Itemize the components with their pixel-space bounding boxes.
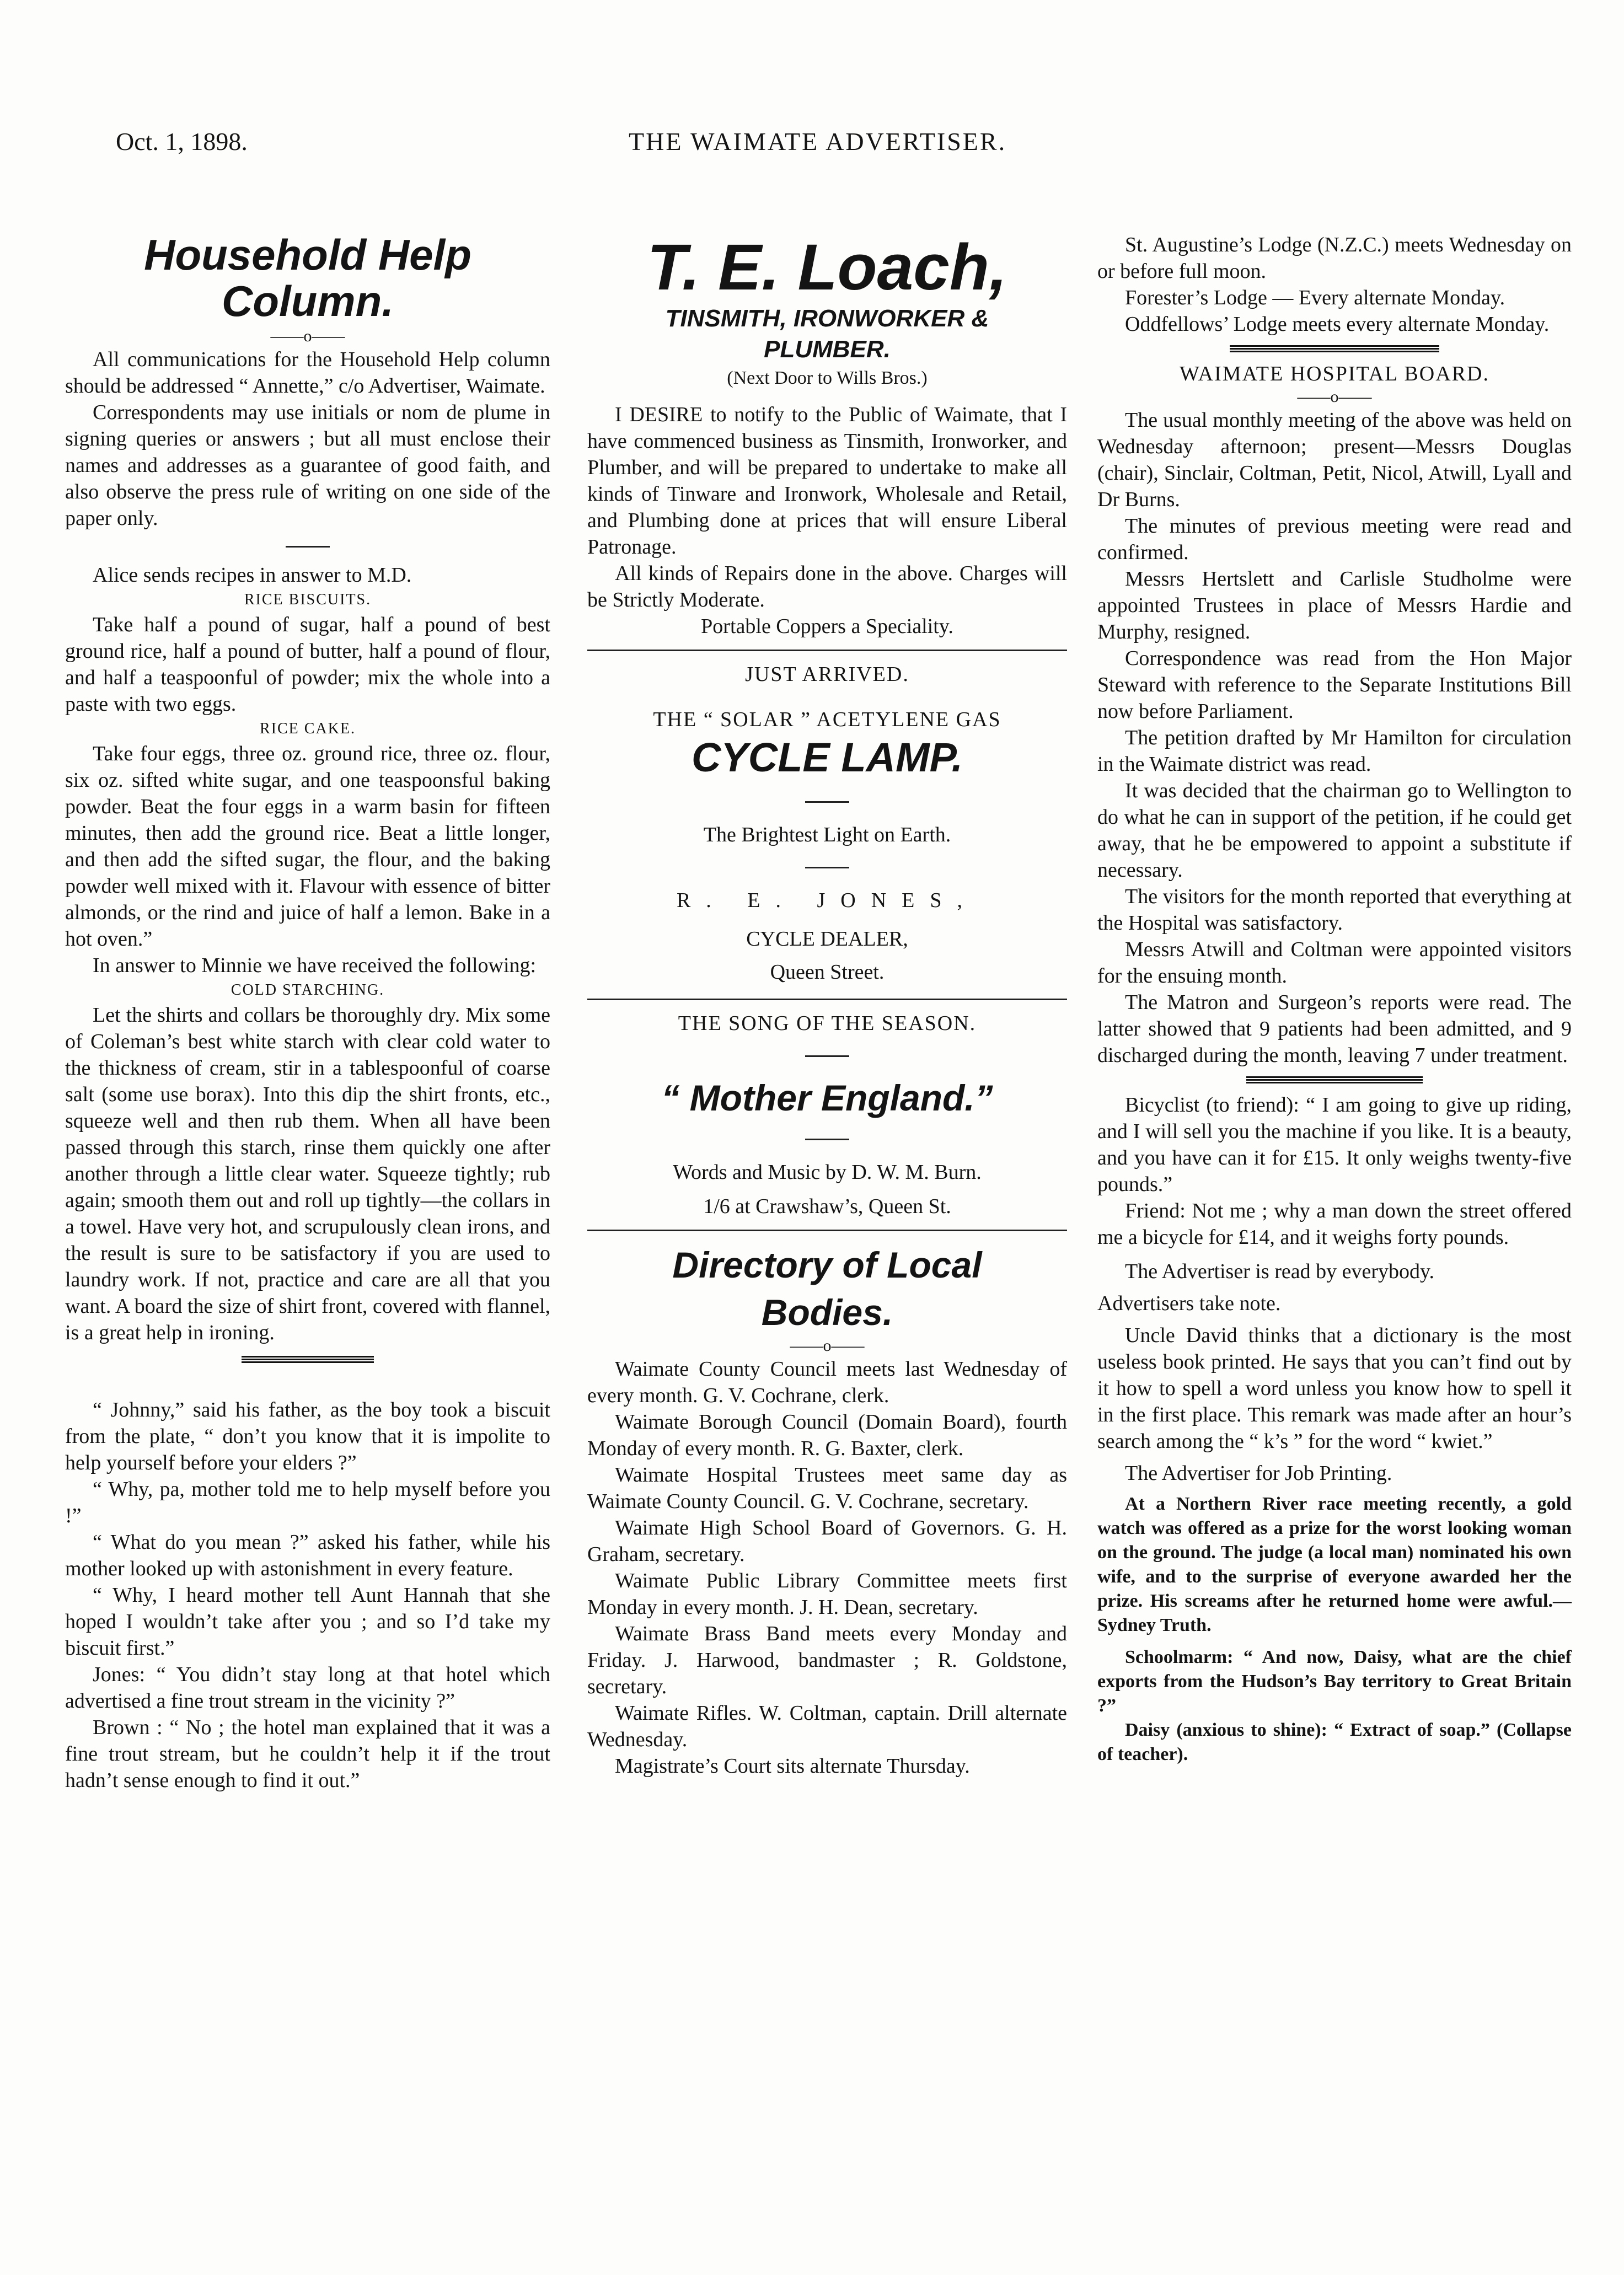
cycle-dealer: CYCLE DEALER, [746,927,908,951]
paragraph: Jones: “ You didn’t stay long at that hotel which advertised a fine trout stream in the vicinity ?” [65,1663,550,1713]
paragraph: “ What do you mean ?” asked his father, while his mother looked up with astonishment in every feature. [65,1531,550,1580]
brightest-light: The Brightest Light on Earth. [703,823,951,846]
divider [1230,345,1439,353]
column-2 [587,232,1067,1779]
divider [805,801,849,803]
page-header [0,127,1624,171]
paragraph: Bicyclist (to friend): “ I am going to give up riding, and I will sell you the machine if you like. It is a beauty, and you have can it for £15. It only weighs twenty-five pounds.” [1097,1093,1572,1196]
ornament: ——o—— [790,1337,865,1355]
mother-england: “ Mother England.” [661,1077,993,1118]
paragraph: Advertisers take note. [1097,1292,1281,1315]
paragraph: The petition drafted by Mr Hamilton for circulation in the Waimate district was read. [1097,726,1572,776]
divider [805,867,849,868]
paragraph: All communications for the Household Help column should be addressed “ Annette,” c/o Advertiser, Waimate. [65,348,550,398]
paragraph: Correspondence was read from the Hon Major Steward with reference to the Separate Institutions Bill now before Parliament. [1097,647,1572,723]
cycle-lamp: CYCLE LAMP. [691,734,963,780]
recipe-heading: RICE CAKE. [260,720,356,737]
just-arrived: JUST ARRIVED. [745,663,909,686]
paragraph: The Advertiser for Job Printing. [1125,1462,1392,1485]
paragraph: Let the shirts and collars be thoroughly dry. Mix some of Coleman’s best white starch with clear cold water to the thickness of cream, stir in a tablespoonful of coarse salt (some use borax). Into this dip the shirt fronts, etc., squeeze well and then rub them. When all have been passed through this starch, rinse them quickly one after another through a little clear water. Squeeze tightly; rub again; smooth them out and roll up tightly—the collars in a towel. Have very hot, and scrupulously clean irons, and the result is sure to be satisfactory if you are used to laundry work. If not, practice and care are all that you want. A board the size of shirt front, covered with flannel, is a great help in ironing. [65,1004,550,1344]
paragraph: Correspondents may use initials or nom de plume in signing queries or answers ; but all must enclose their names and addresses as a guarantee of good faith, and also observe the press rule of writing on one side of the paper only. [65,401,550,530]
divider [587,1230,1067,1231]
paragraph: Daisy (anxious to shine): “ Extract of soap.” (Collapse of teacher). [1097,1720,1572,1764]
song-heading: THE SONG OF THE SEASON. [678,1012,977,1035]
lodge-entry: Forester’s Lodge — Every alternate Monday. [1125,286,1505,309]
paragraph: Friend: Not me ; why a man down the street offered me a bicycle for £14, and it weighs forty pounds. [1097,1199,1572,1249]
paragraph: Take four eggs, three oz. ground rice, three oz. flour, six oz. sifted white sugar, and one teaspoonsful baking powder. Beat the four eggs in a warm basin for fifteen minutes, then add the ground rice. Beat a little longer, and then add the sifted sugar, the flour, and the baking powder well mixed with it. Flavour with essence of bitter almonds, or the rind and juice of half a lemon. Bake in a hot oven.” [65,742,550,951]
paragraph: Brown : “ No ; the hotel man explained that it was a fine trout stream, but he couldn’t help it if the trout hadn’t sense enough to find it out.” [65,1716,550,1792]
paragraph: I DESIRE to notify to the Public of Waimate, that I have commenced business as Tinsmith, Ironworker, and Plumber, and will be prepared to undertake to make all kinds of Tinware and Ironwork, Wholesale and Retail, and Plumbing done at prices that will ensure Liberal Patronage. [587,403,1067,559]
dealer-name: R. E. JONES, [676,889,978,912]
lodge-entry: St. Augustine’s Lodge (N.Z.C.) meets Wednesday on or before full moon. [1097,233,1572,283]
divider [805,1055,849,1057]
directory-entry: Waimate Brass Band meets every Monday and Friday. J. Harwood, bandmaster ; R. Goldstone, secretary. [587,1622,1067,1698]
directory-entry: Waimate Hospital Trustees meet same day as Waimate County Council. G. V. Cochrane, secretary. [587,1463,1067,1513]
divider [242,1356,374,1364]
directory-entry: Waimate High School Board of Governors. G. H. Graham, secretary. [587,1516,1067,1566]
paragraph: The Advertiser is read by everybody. [1125,1260,1435,1283]
recipe-heading: COLD STARCHING. [231,981,385,999]
loach-name: T. E. Loach, [647,231,1007,304]
paragraph: Take half a pound of sugar, half a pound of best ground rice, half a pound of butter, half a pound of flour, and half a teaspoonful of powder; mix the whole into a paste with two eggs. [65,613,550,716]
paragraph: It was decided that the chairman go to Wellington to do what he can in support of the petition, if he could get away, that he be empowered to appoint a substitute if necessary. [1097,779,1572,882]
directory-entry: Waimate Rifles. W. Coltman, captain. Drill alternate Wednesday. [587,1702,1067,1751]
paragraph: “ Johnny,” said his father, as the boy took a biscuit from the plate, “ don’t you know that it is impolite to help yourself before your elders ?” [65,1398,550,1474]
paragraph: “ Why, I heard mother tell Aunt Hannah that she hoped I wouldn’t take after you ; and so I’d take my biscuit first.” [65,1584,550,1660]
paragraph: In answer to Minnie we have received the following: [93,954,537,977]
directory-entry: Waimate Public Library Committee meets first Monday in every month. J. H. Dean, secretary. [587,1569,1067,1619]
paragraph: At a Northern River race meeting recently, a gold watch was offered as a prize for the worst looking woman on the ground. The judge (a local man) nominated his own wife, and to the surprise of everyone awarded her the prize. His screams after he returned home were awful.—Sydney Truth. [1097,1494,1572,1635]
paragraph: All kinds of Repairs done in the above. Charges will be Strictly Moderate. [587,562,1067,611]
paragraph: Uncle David thinks that a dictionary is the most useless book printed. He says that you can’t find out by it how to spell a word unless you know how to spell it in the first place. This remark was made after an hour’s search among the “ k’s ” for the word “ kwiet.” [1097,1324,1572,1453]
divider [1246,1076,1423,1084]
paragraph: “ Why, pa, mother told me to help myself before you !” [65,1478,550,1527]
paragraph: Messrs Hertslett and Carlisle Studholme were appointed Trustees in place of Messrs Hardie and Murphy, resigned. [1097,567,1572,643]
loach-address: (Next Door to Wills Bros.) [727,368,928,388]
loach-coppers: Portable Coppers a Speciality. [701,615,953,638]
directory-heading: Directory of Local Bodies. [672,1244,982,1333]
divider [587,650,1067,651]
paragraph: The Matron and Surgeon’s reports were read. The latter showed that 9 patients had been admitted, and 9 discharged during the month, leaving 7 under treatment. [1097,991,1572,1067]
song-price: 1/6 at Crawshaw’s, Queen St. [703,1195,951,1218]
paragraph: The minutes of previous meeting were read and confirmed. [1097,514,1572,564]
directory-entry: Waimate County Council meets last Wednesday of every month. G. V. Cochrane, clerk. [587,1358,1067,1407]
loach-trade: TINSMITH, IRONWORKER & PLUMBER. [665,305,989,363]
column-1 [65,232,550,1794]
column-3 [1097,232,1572,1767]
divider [587,999,1067,1000]
recipe-heading: RICE BISCUITS. [244,591,372,608]
lodge-entry: Oddfellows’ Lodge meets every alternate Monday. [1125,313,1550,336]
household-heading: Household Help Column. [144,230,471,325]
words-music: Words and Music by D. W. M. Burn. [673,1161,982,1184]
queen-street: Queen Street. [770,961,885,984]
paragraph: The usual monthly meeting of the above was held on Wednesday afternoon; present—Messrs Douglas (chair), Sinclair, Coltman, Petit, Nicol, Atwill, Lyall and Dr Burns. [1097,409,1572,511]
paragraph: Schoolmarm: “ And now, Daisy, what are the chief exports from the Hudson’s Bay territory to Great Britain ?” [1097,1647,1572,1716]
ornament: ——o—— [1297,388,1372,406]
paragraph: Messrs Atwill and Coltman were appointed visitors for the ensuing month. [1097,938,1572,988]
directory-entry: Magistrate’s Court sits alternate Thursday. [615,1754,970,1778]
hospital-heading: WAIMATE HOSPITAL BOARD. [1180,362,1489,385]
issue-date: Oct. 1, 1898. [116,127,248,155]
solar-heading: THE “ SOLAR ” ACETYLENE GAS [653,708,1001,731]
divider [805,1139,849,1140]
newspaper-title: THE WAIMATE ADVERTISER. [629,127,1007,155]
paragraph: The visitors for the month reported that everything at the Hospital was satisfactory. [1097,885,1572,935]
divider [286,546,330,548]
ornament: ——o—— [270,327,345,345]
paragraph: Alice sends recipes in answer to M.D. [93,564,412,587]
directory-entry: Waimate Borough Council (Domain Board), fourth Monday of every month. R. G. Baxter, clerk. [587,1410,1067,1460]
